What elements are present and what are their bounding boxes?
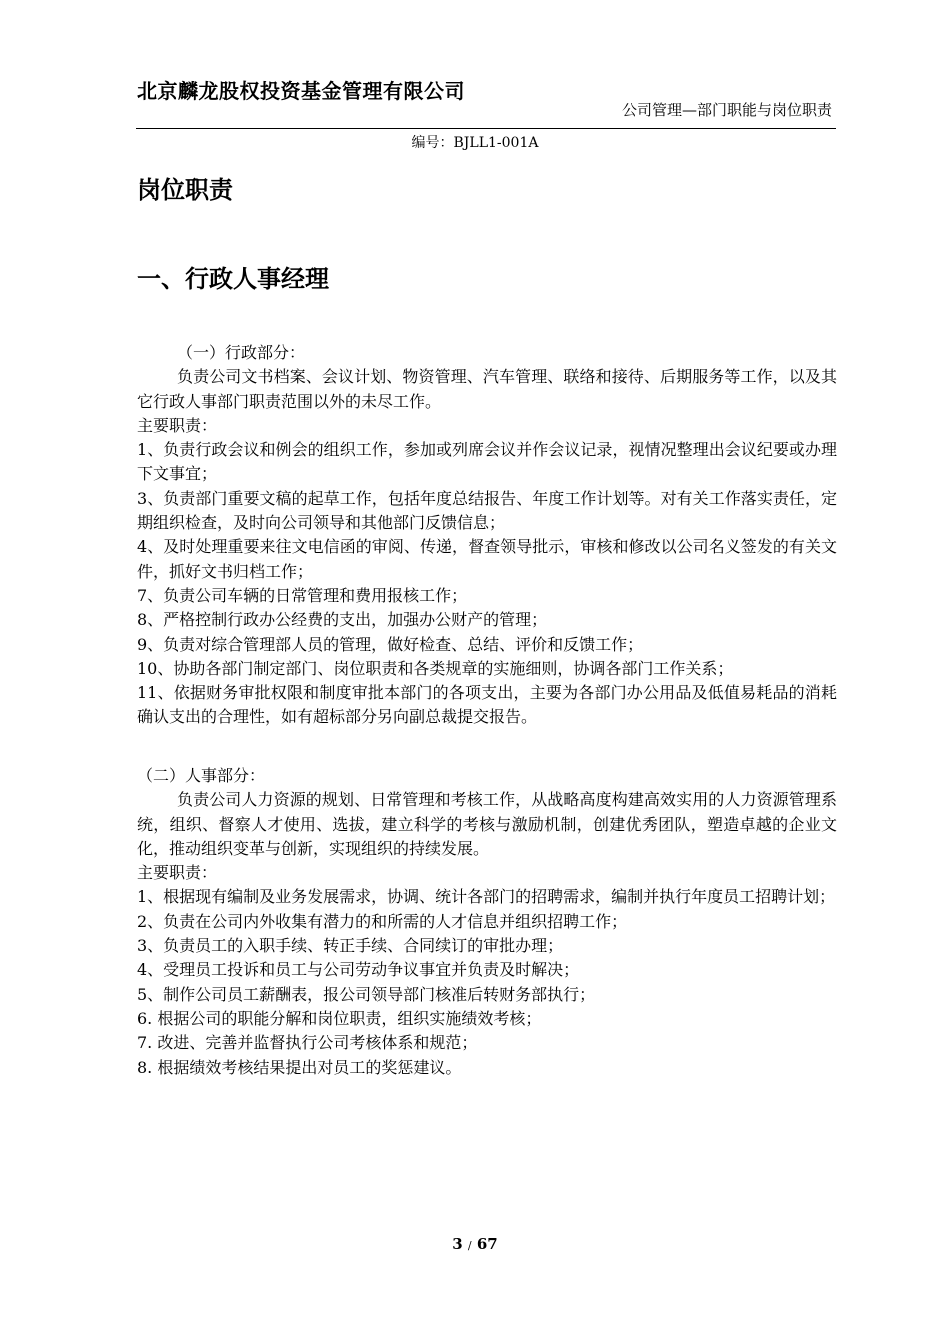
admin-duty-item: 11、依据财务审批权限和制度审批本部门的各项支出，主要为各部门办公用品及低值易耗品的消耗确认支出的合理性，如有超标部分另向副总裁提交报告。 xyxy=(137,683,837,727)
admin-intro: 负责公司文书档案、会议计划、物资管理、汽车管理、联络和接待、后期服务等工作，以及其它行政人事部门职责范围以外的未尽工作。 xyxy=(137,367,837,411)
admin-duties-label: 主要职责： xyxy=(137,415,218,435)
hr-duty-item: 2、负责在公司内外收集有潜力的和所需的人才信息并组织招聘工作； xyxy=(137,911,628,931)
hr-duty-item: 4、受理员工投诉和员工与公司劳动争议事宜并负责及时解决； xyxy=(137,960,580,980)
page-number xyxy=(0,1235,950,1253)
hr-duty-item: 5、制作公司员工薪酬表，报公司领导部门核准后转财务部执行； xyxy=(137,984,596,1004)
admin-duty-item: 8、严格控制行政办公经费的支出，加强办公财产的管理； xyxy=(137,610,548,630)
page-separator: / xyxy=(467,1239,472,1252)
hr-duties-label: 主要职责： xyxy=(137,863,218,883)
admin-section xyxy=(137,341,837,730)
hr-duty-item: 1、根据现有编制及业务发展需求，协调、统计各部门的招聘需求，编制并执行年度员工招聘计划； xyxy=(137,887,836,907)
document-subtitle: 公司管理—部门职能与岗位职责 xyxy=(621,101,832,119)
hr-duty-item: 6. 根据公司的职能分解和岗位职责，组织实施绩效考核； xyxy=(137,1008,542,1028)
header-divider xyxy=(136,128,836,129)
admin-duty-item: 4、及时处理重要来往文电信函的审阅、传递，督查领导批示，审核和修改以公司名义签发的有关文件，抓好文书归档工作； xyxy=(137,537,837,581)
admin-heading: （一）行政部分： xyxy=(177,343,306,362)
hr-duty-item: 8. 根据绩效考核结果提出对员工的奖惩建议。 xyxy=(137,1057,462,1077)
company-name: 北京麟龙股权投资基金管理有限公司 xyxy=(137,79,465,103)
current-page: 3 xyxy=(452,1235,463,1253)
hr-intro: 负责公司人力资源的规划、日常管理和考核工作，从战略高度构建高效实用的人力资源管理系统，组织、督察人才使用、选拔，建立科学的考核与激励机制，创建优秀团队，塑造卓越的企业文化，推动组织变革与创新，实现组织的持续发展。 xyxy=(137,790,837,858)
hr-duty-item: 3、负责员工的入职手续、转正手续、合同续订的审批办理； xyxy=(137,936,564,956)
section-title: 一、行政人事经理 xyxy=(137,265,329,293)
admin-duty-item: 9、负责对综合管理部人员的管理，做好检查、总结、评价和反馈工作； xyxy=(137,634,644,654)
total-pages: 67 xyxy=(476,1235,498,1253)
admin-duty-item: 10、协助各部门制定部门、岗位职责和各类规章的实施细则，协调各部门工作关系； xyxy=(137,658,734,678)
admin-duty-item: 1、负责行政会议和例会的组织工作，参加或列席会议并作会议记录，视情况整理出会议纪要或办理下文事宜； xyxy=(137,440,837,484)
admin-duty-item: 7、负责公司车辆的日常管理和费用报核工作； xyxy=(137,585,468,605)
hr-heading: （二）人事部分： xyxy=(137,766,266,785)
hr-section xyxy=(137,764,837,1080)
hr-duty-item: 7. 改进、完善并监督执行公司考核体系和规范； xyxy=(137,1033,478,1053)
admin-duty-item: 3、负责部门重要文稿的起草工作，包括年度总结报告、年度工作计划等。对有关工作落实责任，定期组织检查，及时向公司领导和其他部门反馈信息； xyxy=(137,488,837,533)
page-title: 岗位职责 xyxy=(137,176,233,204)
document-number: 编号：BJLL1-001A xyxy=(411,135,539,151)
